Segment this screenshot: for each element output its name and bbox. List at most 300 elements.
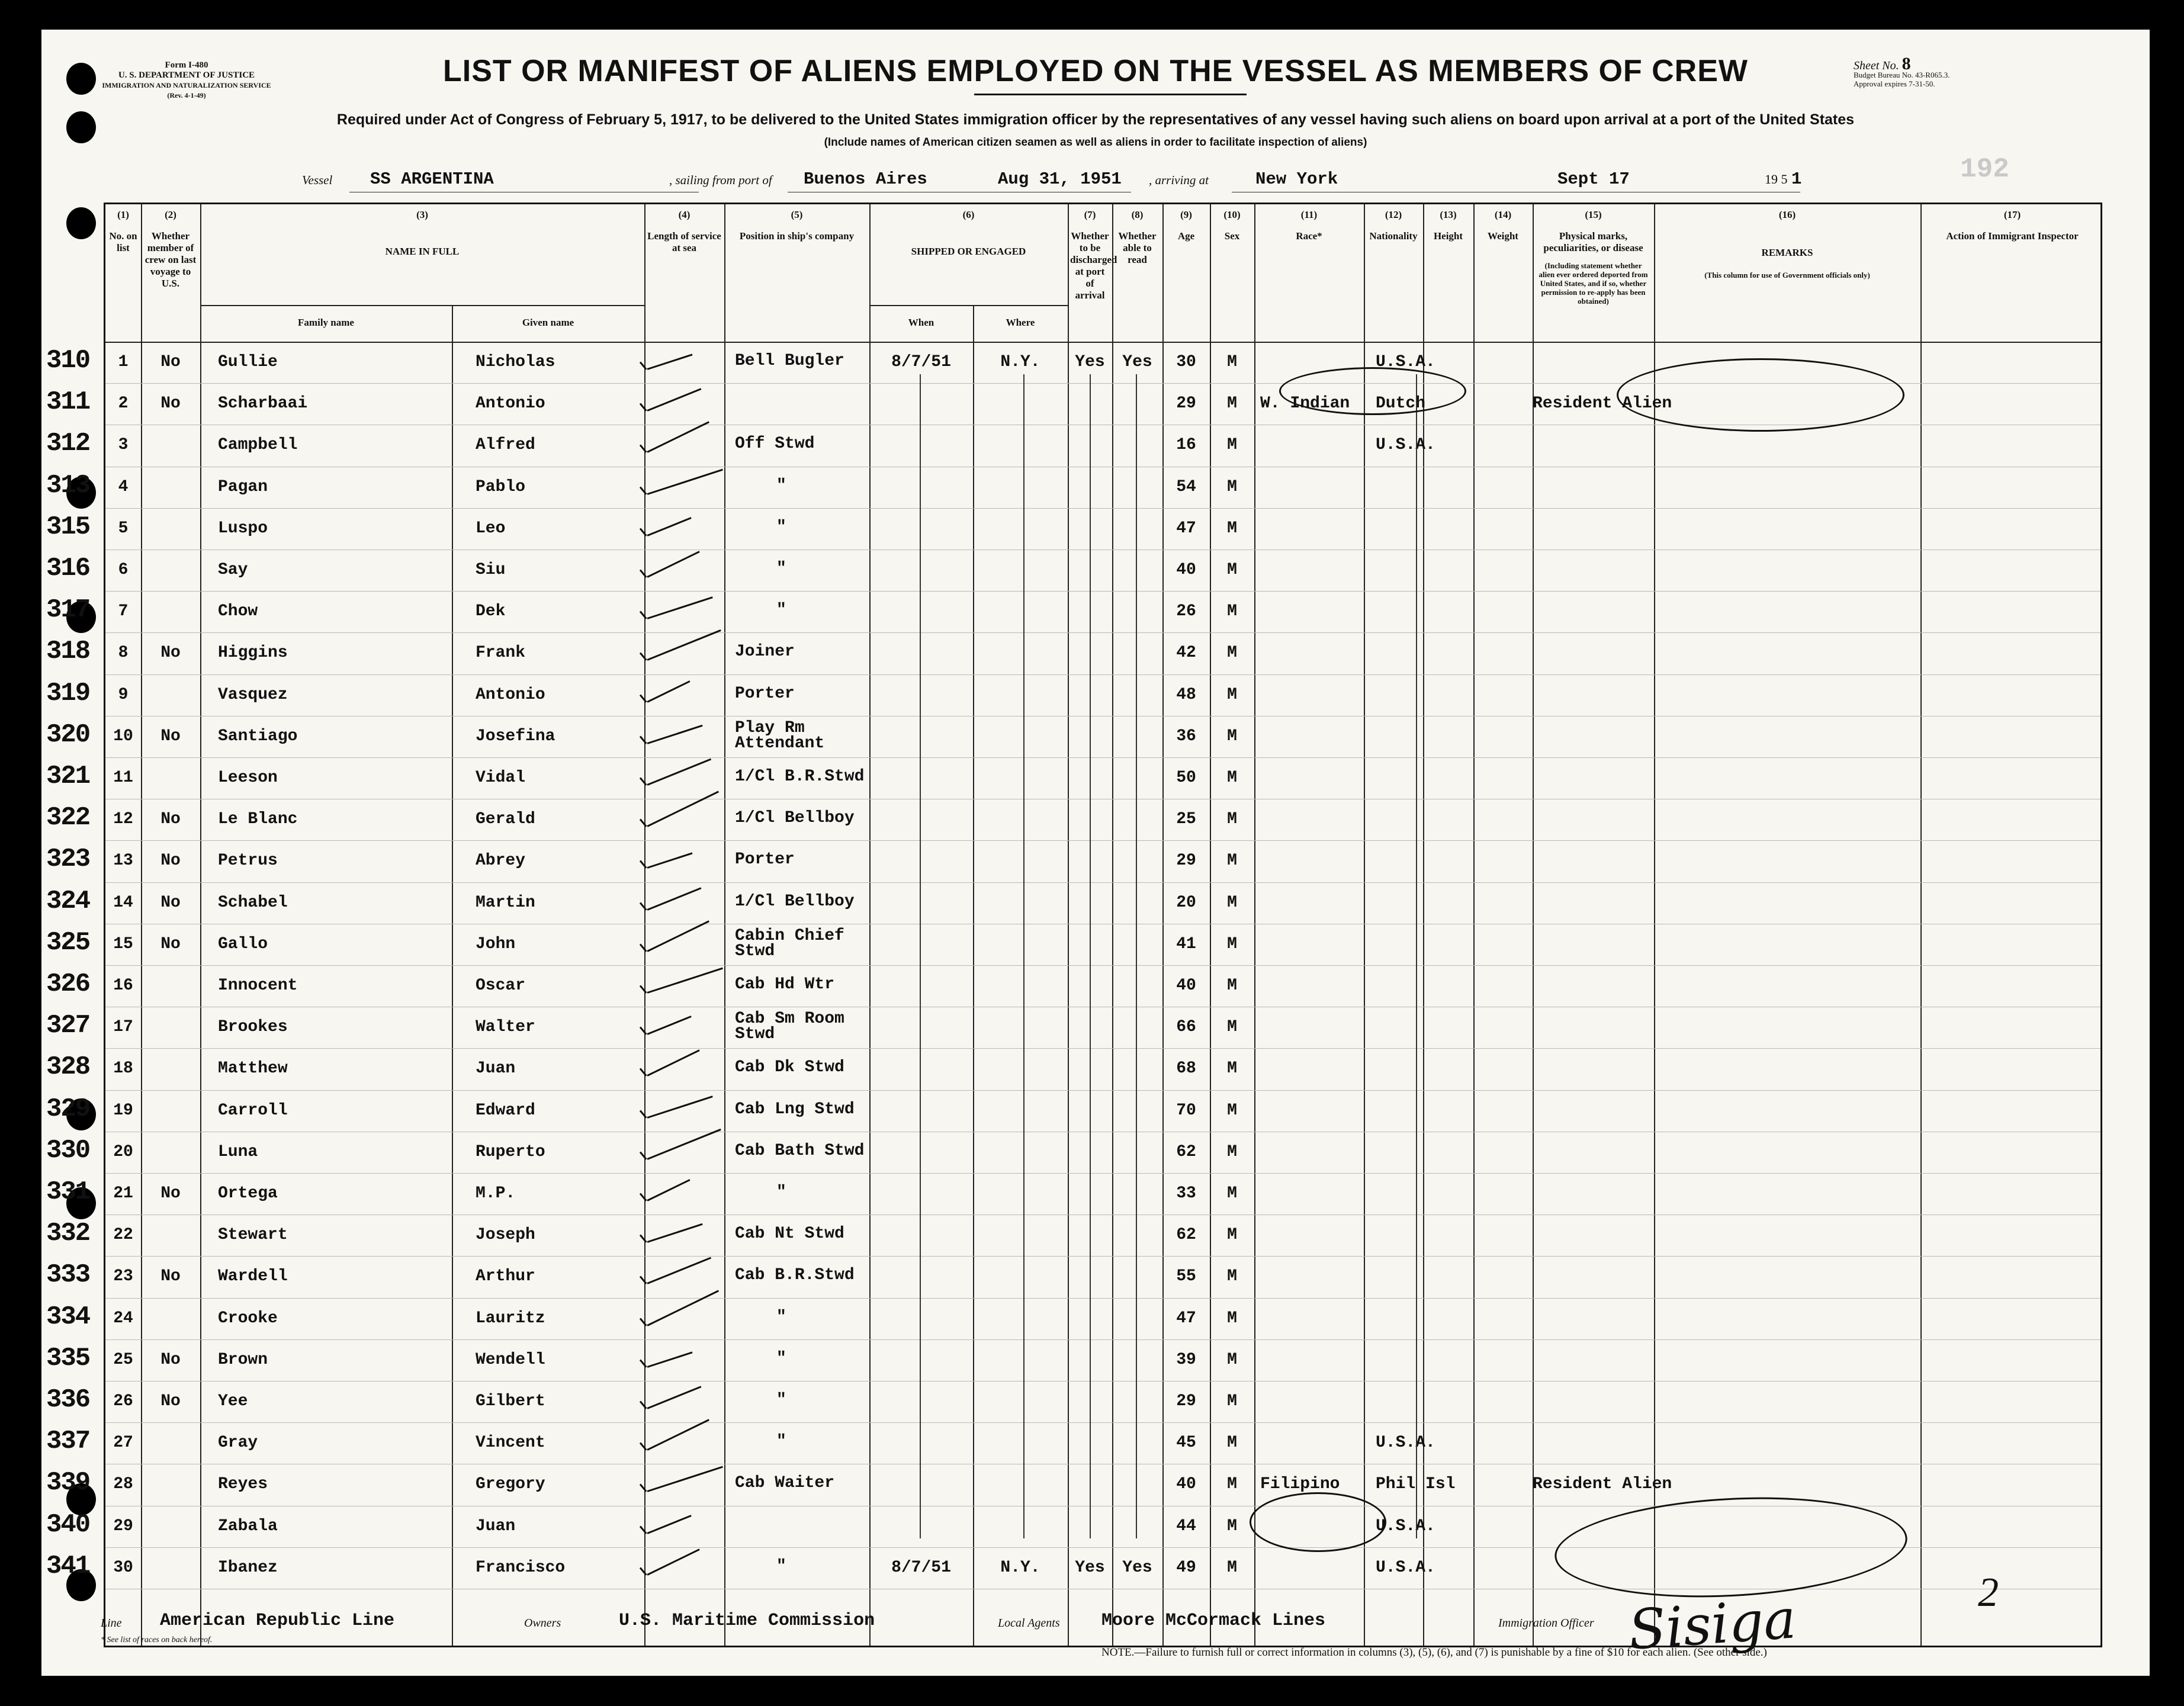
sex: M — [1227, 1350, 1237, 1369]
given-name: Ruperto — [476, 1142, 545, 1161]
family-name: Gullie — [218, 353, 278, 371]
age: 49 — [1176, 1558, 1196, 1577]
family-name: Campbell — [218, 436, 298, 455]
sex: M — [1227, 519, 1237, 538]
nationality: U.S.A. — [1376, 1558, 1435, 1577]
stamped-number: 324 — [46, 886, 90, 916]
given-name: Leo — [476, 519, 506, 538]
given-name: Wendell — [476, 1350, 545, 1369]
age: 16 — [1176, 436, 1196, 455]
column-number: (17) — [2003, 209, 2021, 220]
column-divider — [973, 305, 974, 1646]
subtitle-note: (Include names of American citizen seamen as well as aliens in order to facilitate inspection of aliens) — [824, 136, 1367, 149]
stamped-number: 327 — [46, 1011, 90, 1041]
column-number: (9) — [1180, 209, 1192, 220]
column-number: (11) — [1300, 209, 1318, 220]
row-rule — [105, 757, 2101, 758]
column-header: Sex — [1224, 230, 1240, 242]
position: Cab B.R.Stwd — [735, 1266, 855, 1285]
column-header: NAME IN FULL — [385, 246, 460, 257]
given-name: Juan — [476, 1517, 516, 1535]
stamped-number: 336 — [46, 1385, 90, 1415]
column-divider — [1254, 204, 1255, 1646]
given-name: Josefina — [476, 727, 555, 746]
previous-voyage: No — [160, 644, 181, 663]
sex: M — [1227, 727, 1237, 746]
discharged: Yes — [1075, 1558, 1105, 1577]
column-header: Weight — [1488, 230, 1518, 242]
frame-number: 192 — [1960, 154, 2009, 185]
row-rule — [105, 1339, 2101, 1340]
sex: M — [1227, 1517, 1237, 1535]
nationality: U.S.A. — [1376, 353, 1435, 371]
stamped-number: 334 — [46, 1302, 90, 1332]
previous-voyage: No — [160, 1392, 181, 1411]
column-number: (4) — [678, 209, 690, 220]
family-name: Scharbaai — [218, 394, 308, 413]
given-name: John — [476, 934, 516, 953]
row-number: 13 — [113, 852, 133, 870]
previous-voyage: No — [160, 727, 181, 746]
row-number: 23 — [113, 1267, 133, 1286]
column-header: Whether able to read — [1118, 230, 1157, 265]
nationality: U.S.A. — [1376, 1517, 1435, 1535]
given-name: Siu — [476, 561, 506, 579]
able-to-read: Yes — [1122, 353, 1152, 371]
stamped-number: 321 — [46, 762, 90, 791]
service: IMMIGRATION AND NATURALIZATION SERVICE — [102, 81, 271, 89]
column-number: (10) — [1223, 209, 1241, 220]
sex: M — [1227, 436, 1237, 455]
sex: M — [1227, 685, 1237, 704]
given-name: Oscar — [476, 976, 526, 995]
discharged: Yes — [1075, 353, 1105, 371]
column-number: (1) — [117, 209, 129, 220]
column-number: (16) — [1778, 209, 1796, 220]
column-header: Action of Immigrant Inspector — [1946, 230, 2079, 242]
column-header: Length of service at sea — [647, 230, 721, 253]
age: 54 — [1176, 477, 1196, 496]
title-underline — [974, 94, 1247, 95]
race: W. Indian — [1260, 394, 1350, 413]
circle-mark — [1617, 358, 1904, 432]
stamped-number: 341 — [46, 1551, 90, 1581]
family-name: Stewart — [218, 1226, 288, 1245]
age: 68 — [1176, 1059, 1196, 1078]
race: Filipino — [1260, 1475, 1340, 1494]
given-name: Pablo — [476, 477, 526, 496]
age: 50 — [1176, 769, 1196, 787]
family-name: Say — [218, 561, 248, 579]
family-name: Brown — [218, 1350, 268, 1369]
column-divider — [1920, 204, 1922, 1646]
stamped-number: 320 — [46, 719, 90, 750]
position: 1/Cl Bellboy — [735, 892, 855, 911]
given-name: M.P. — [476, 1184, 516, 1203]
column-divider — [869, 204, 871, 1646]
column-header: REMARKS — [1761, 247, 1813, 258]
column-header: SHIPPED OR ENGAGED — [911, 246, 1026, 257]
row-rule — [105, 1256, 2101, 1257]
owners-label: Owners — [524, 1617, 561, 1630]
given-name: Abrey — [476, 852, 526, 870]
family-name: Zabala — [218, 1517, 278, 1535]
column-header: Whether to be discharged at port of arrival — [1070, 230, 1117, 301]
stamped-number: 328 — [46, 1052, 90, 1082]
when-header: When — [908, 317, 934, 328]
position: " — [776, 1349, 786, 1368]
sailing-label: , sailing from port of — [669, 173, 772, 187]
row-number: 17 — [113, 1018, 133, 1037]
sex: M — [1227, 602, 1237, 621]
column-header: Height — [1433, 230, 1463, 242]
position: Joiner — [735, 642, 795, 661]
arrival-date: Sept 17 — [1557, 169, 1630, 189]
row-number: 2 — [118, 394, 129, 413]
age: 40 — [1176, 976, 1196, 995]
column-divider — [1423, 204, 1424, 1646]
remarks-note: (Including statement whether alien ever ordered deported from United States, and if so, whether permission to re-apply has been obtained) — [1539, 261, 1648, 306]
arrival-port: New York — [1255, 169, 1338, 189]
previous-voyage: No — [160, 893, 181, 912]
age: 48 — [1176, 685, 1196, 704]
column-divider — [1473, 204, 1475, 1646]
row-rule — [105, 1090, 2101, 1091]
row-rule — [105, 965, 2101, 966]
races-note: * See list of races on back hereof. — [101, 1636, 213, 1644]
given-name: Arthur — [476, 1267, 535, 1286]
family-name: Le Blanc — [218, 810, 298, 829]
position: Cab Nt Stwd — [735, 1225, 844, 1244]
stamped-number: 311 — [46, 387, 90, 417]
column-header: Race* — [1296, 230, 1322, 242]
name-subheader-divider — [200, 305, 644, 306]
arriving-label: , arriving at — [1149, 173, 1209, 187]
sailing-date: Aug 31, 1951 — [998, 169, 1122, 189]
row-number: 6 — [118, 561, 129, 579]
stamped-number: 329 — [46, 1094, 90, 1124]
given-name: Gerald — [476, 810, 535, 829]
age: 26 — [1176, 602, 1196, 621]
family-name: Gallo — [218, 934, 268, 953]
budget-bureau: Budget Bureau No. 43-R065.3. — [1854, 70, 1950, 79]
column-header: Position in ship's company — [739, 230, 855, 242]
given-name: Francisco — [476, 1558, 566, 1577]
handwritten-mark: 2 — [1978, 1570, 1999, 1615]
column-header: No. on list — [109, 230, 137, 253]
ditto-line — [920, 374, 921, 1538]
given-name: Vincent — [476, 1434, 545, 1453]
row-rule — [105, 716, 2101, 717]
position: Cabin Chief Stwd — [735, 926, 844, 960]
given-name: Gregory — [476, 1475, 545, 1494]
row-number: 16 — [113, 976, 133, 995]
sex: M — [1227, 1101, 1237, 1120]
sex: M — [1227, 1059, 1237, 1078]
position: " — [776, 1307, 786, 1326]
row-rule — [105, 1173, 2101, 1174]
family-name-header: Family name — [298, 317, 354, 328]
sex: M — [1227, 1558, 1237, 1577]
column-divider — [1654, 204, 1655, 1646]
stamped-number: 313 — [46, 470, 90, 500]
vessel-name: SS ARGENTINA — [370, 169, 494, 189]
position: Cab Sm Room Stwd — [735, 1010, 844, 1044]
column-divider — [1112, 204, 1113, 1646]
family-name: Luna — [218, 1142, 258, 1161]
family-name: Reyes — [218, 1475, 268, 1494]
family-name: Luspo — [218, 519, 268, 538]
officer-label: Immigration Officer — [1498, 1617, 1594, 1630]
previous-voyage: No — [160, 1267, 181, 1286]
previous-voyage: No — [160, 1184, 181, 1203]
sex: M — [1227, 852, 1237, 870]
sex: M — [1227, 561, 1237, 579]
given-name: Alfred — [476, 436, 535, 455]
position: Cab Dk Stwd — [735, 1058, 844, 1077]
circle-mark — [1279, 367, 1466, 415]
stamped-number: 326 — [46, 969, 90, 999]
shipped-when: 8/7/51 — [891, 353, 951, 371]
family-name: Carroll — [218, 1101, 288, 1120]
row-number: 24 — [113, 1309, 133, 1328]
age: 29 — [1176, 1392, 1196, 1411]
page-title: LIST OR MANIFEST OF ALIENS EMPLOYED ON THE VESSEL AS MEMBERS OF CREW — [443, 54, 1748, 88]
department: U. S. DEPARTMENT OF JUSTICE — [118, 70, 255, 80]
sex: M — [1227, 644, 1237, 663]
sex: M — [1227, 1226, 1237, 1245]
family-name: Pagan — [218, 477, 268, 496]
manifest-sheet — [41, 30, 2150, 1676]
age: 66 — [1176, 1018, 1196, 1037]
header-divider — [105, 342, 2101, 343]
row-number: 3 — [118, 436, 129, 455]
given-name: Gilbert — [476, 1392, 545, 1411]
age: 20 — [1176, 893, 1196, 912]
row-number: 22 — [113, 1226, 133, 1245]
row-number: 4 — [118, 477, 129, 496]
row-number: 14 — [113, 893, 133, 912]
age: 44 — [1176, 1517, 1196, 1535]
row-rule — [105, 882, 2101, 883]
family-name: Leeson — [218, 769, 278, 787]
age: 40 — [1176, 1475, 1196, 1494]
given-name: Dek — [476, 602, 506, 621]
row-number: 12 — [113, 810, 133, 829]
ditto-line — [1023, 374, 1024, 1538]
remarks: Resident Alien — [1533, 394, 1672, 413]
row-number: 15 — [113, 934, 133, 953]
approval-expires: Approval expires 7-31-50. — [1854, 79, 1935, 88]
shipped-subheader-divider — [869, 305, 1068, 306]
position: Off Stwd — [735, 435, 815, 454]
family-name: Chow — [218, 602, 258, 621]
age: 25 — [1176, 810, 1196, 829]
previous-voyage: No — [160, 394, 181, 413]
column-divider — [724, 204, 725, 1646]
column-divider — [1533, 204, 1534, 1646]
remarks: Resident Alien — [1533, 1475, 1672, 1494]
row-rule — [105, 1048, 2101, 1049]
column-header: Age — [1177, 230, 1195, 242]
sex: M — [1227, 1184, 1237, 1203]
row-number: 8 — [118, 644, 129, 663]
age: 36 — [1176, 727, 1196, 746]
row-number: 27 — [113, 1434, 133, 1453]
age: 47 — [1176, 519, 1196, 538]
stamped-number: 332 — [46, 1219, 90, 1249]
row-rule — [105, 674, 2101, 675]
column-number: (8) — [1131, 209, 1144, 220]
ditto-line — [1136, 374, 1137, 1538]
family-name: Wardell — [218, 1267, 288, 1286]
age: 62 — [1176, 1142, 1196, 1161]
row-number: 11 — [113, 769, 133, 787]
stamped-number: 322 — [46, 803, 90, 833]
row-rule — [105, 1298, 2101, 1299]
column-number: (2) — [165, 209, 176, 220]
column-divider — [644, 204, 645, 1646]
circle-mark — [1250, 1492, 1386, 1552]
age: 41 — [1176, 934, 1196, 953]
line-label: Line — [101, 1617, 122, 1630]
sheet-label: Sheet No. — [1854, 59, 1899, 72]
sex: M — [1227, 1142, 1237, 1161]
column-header: Nationality — [1369, 230, 1418, 242]
column-number: (3) — [416, 209, 428, 220]
stamped-number: 339 — [46, 1468, 90, 1498]
stamped-number: 333 — [46, 1260, 90, 1290]
where-header: Where — [1006, 317, 1035, 328]
position: " — [776, 518, 786, 536]
sex: M — [1227, 353, 1237, 371]
inspector-note: (This column for use of Government officials only) — [1704, 271, 1870, 279]
given-name: Walter — [476, 1018, 535, 1037]
column-number: (13) — [1440, 209, 1457, 220]
column-divider — [1364, 204, 1365, 1646]
row-number: 10 — [113, 727, 133, 746]
nationality: Dutch — [1376, 394, 1426, 413]
sex: M — [1227, 1309, 1237, 1328]
previous-voyage: No — [160, 1350, 181, 1369]
row-rule — [105, 632, 2101, 633]
sex: M — [1227, 810, 1237, 829]
row-rule — [105, 1422, 2101, 1423]
vessel-line — [41, 169, 2150, 193]
column-number: (6) — [962, 209, 975, 220]
family-name: Ibanez — [218, 1558, 278, 1577]
stamped-number: 319 — [46, 678, 90, 708]
age: 70 — [1176, 1101, 1196, 1120]
age: 45 — [1176, 1434, 1196, 1453]
family-name: Higgins — [218, 644, 288, 663]
given-name: Juan — [476, 1059, 516, 1078]
age: 62 — [1176, 1226, 1196, 1245]
family-name: Gray — [218, 1434, 258, 1453]
position: Porter — [735, 684, 795, 703]
arrival-year-prefix: 19 5 — [1765, 172, 1788, 187]
previous-voyage: No — [160, 852, 181, 870]
position: " — [776, 1557, 786, 1576]
given-name: Joseph — [476, 1226, 535, 1245]
position: Cab Hd Wtr — [735, 975, 835, 994]
position: " — [776, 1183, 786, 1201]
stamped-number: 337 — [46, 1427, 90, 1457]
sex: M — [1227, 1392, 1237, 1411]
column-divider — [452, 305, 453, 1646]
row-rule — [105, 840, 2101, 841]
stamped-number: 317 — [46, 595, 90, 625]
position: Cab Bath Stwd — [735, 1141, 865, 1160]
family-name: Crooke — [218, 1309, 278, 1328]
row-number: 25 — [113, 1350, 133, 1369]
row-number: 21 — [113, 1184, 133, 1203]
agents-label: Local Agents — [998, 1617, 1060, 1630]
previous-voyage: No — [160, 353, 181, 371]
age: 29 — [1176, 852, 1196, 870]
subtitle: Required under Act of Congress of February 5, 1917, to be delivered to the United States immigration officer by the representatives of any vessel having such aliens on board upon arrival at a port of the United States — [336, 111, 1855, 128]
previous-voyage: No — [160, 934, 181, 953]
given-name: Vidal — [476, 769, 526, 787]
age: 29 — [1176, 394, 1196, 413]
stamped-number: 335 — [46, 1343, 90, 1373]
column-number: (12) — [1385, 209, 1402, 220]
row-rule — [105, 508, 2101, 509]
stamped-number: 312 — [46, 429, 90, 459]
previous-voyage: No — [160, 810, 181, 829]
row-number: 30 — [113, 1558, 133, 1577]
position: 1/Cl Bellboy — [735, 809, 855, 828]
position: Play Rm Attendant — [735, 718, 825, 753]
footer-note: NOTE.—Failure to furnish full or correct information in columns (3), (5), (6), and (7) is punishable by a fine of $10 for each alien. (See other side.) — [1101, 1646, 1767, 1659]
family-name: Brookes — [218, 1018, 288, 1037]
column-divider — [1068, 204, 1069, 1646]
family-name: Schabel — [218, 893, 288, 912]
sex: M — [1227, 1475, 1237, 1494]
given-name: Frank — [476, 644, 526, 663]
able-to-read: Yes — [1122, 1558, 1152, 1577]
stamped-number: 331 — [46, 1177, 90, 1207]
row-number: 5 — [118, 519, 129, 538]
given-name-header: Given name — [522, 317, 574, 328]
column-divider — [1210, 204, 1211, 1646]
line-value: American Republic Line — [160, 1611, 395, 1631]
family-name: Santiago — [218, 727, 298, 746]
sex: M — [1227, 976, 1237, 995]
position: Cab Waiter — [735, 1474, 835, 1493]
family-name: Petrus — [218, 852, 278, 870]
family-name: Vasquez — [218, 685, 288, 704]
position: " — [776, 1391, 786, 1409]
stamped-number: 316 — [46, 554, 90, 583]
vessel-label: Vessel — [302, 173, 333, 187]
given-name: Edward — [476, 1101, 535, 1120]
sex: M — [1227, 1018, 1237, 1037]
family-name: Innocent — [218, 976, 298, 995]
age: 42 — [1176, 644, 1196, 663]
column-header: Whether member of crew on last voyage to U.S. — [144, 230, 197, 289]
column-divider — [141, 204, 142, 1646]
stamped-number: 325 — [46, 927, 90, 958]
age: 55 — [1176, 1267, 1196, 1286]
row-number: 9 — [118, 685, 129, 704]
row-number: 28 — [113, 1475, 133, 1494]
sheet-number: 8 — [1902, 54, 1911, 73]
stamped-number: 340 — [46, 1509, 90, 1540]
stamped-number: 323 — [46, 844, 90, 875]
position: " — [776, 1432, 786, 1451]
family-name: Ortega — [218, 1184, 278, 1203]
